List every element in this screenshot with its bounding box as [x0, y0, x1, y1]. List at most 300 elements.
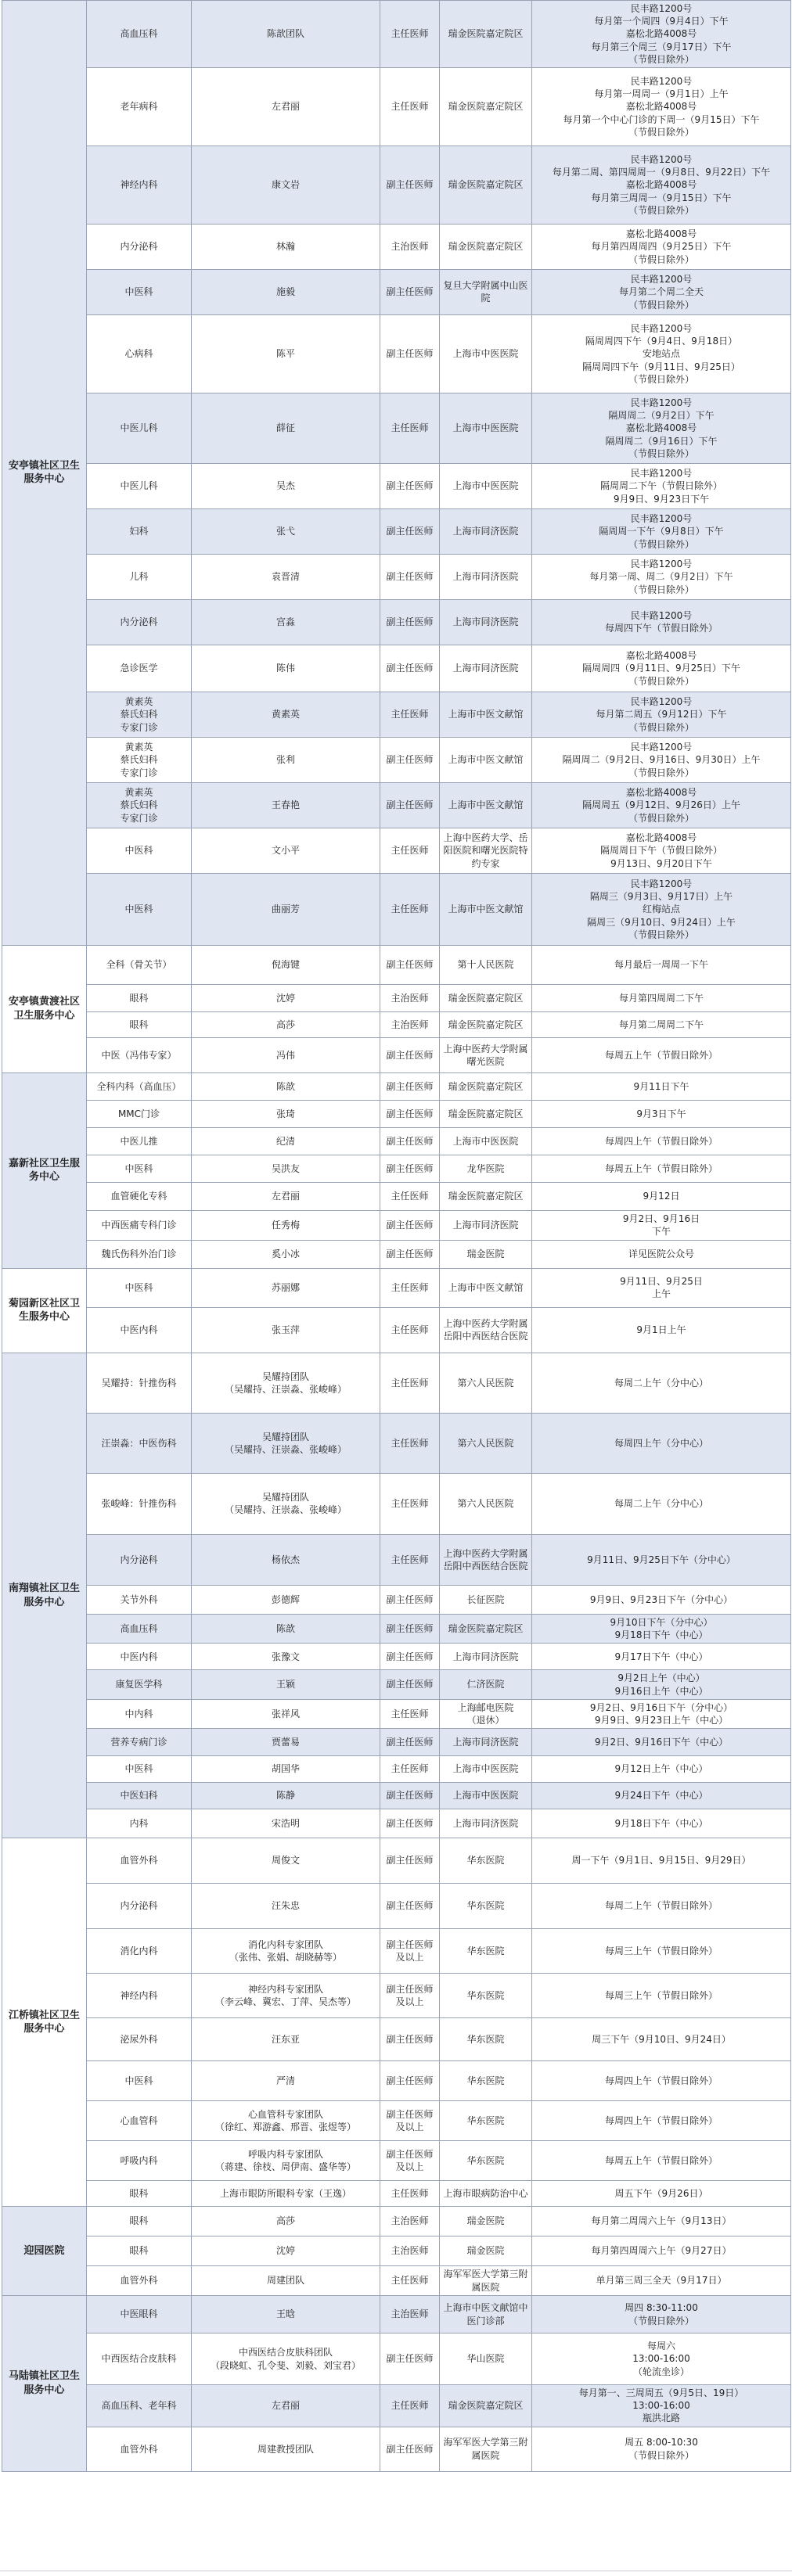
dept-cell: 中医科	[87, 269, 192, 314]
hospital-cell: 第六人民医院	[440, 1413, 532, 1473]
dept-cell: 全科（骨关节）	[87, 945, 192, 984]
title-cell: 副主任医师	[380, 1729, 440, 1756]
title-cell: 主任医师	[380, 1473, 440, 1534]
schedule-cell: 民丰路1200号 隔周周二（9月2日、9月16日、9月30日）上午 （节假日除外）	[532, 737, 791, 782]
schedule-cell: 每月第四周周二下午	[532, 984, 791, 1011]
hospital-cell: 上海市眼病防治中心	[440, 2181, 532, 2207]
table-row	[2, 1884, 791, 1929]
dept-cell: 眼科	[87, 984, 192, 1011]
schedule-cell: 民丰路1200号 隔周三（9月3日、9月17日）上午 红梅站点 隔周三（9月10日、9月24日）上午 （节假日除外）	[532, 873, 791, 945]
dept-cell: 内分泌科	[87, 1534, 192, 1585]
doctor-cell: 吴洪友	[192, 1155, 380, 1182]
title-cell: 主任医师	[380, 1182, 440, 1210]
doctor-cell: 陈歆	[192, 1614, 380, 1643]
table-row	[2, 984, 791, 1011]
institution-name: 马陆镇社区卫生服务中心	[2, 2296, 87, 2472]
title-cell: 副主任医师	[380, 2427, 440, 2471]
table-row	[2, 1809, 791, 1838]
institution-name: 安亭镇社区卫生服务中心	[2, 1, 87, 946]
title-cell: 副主任医师	[380, 645, 440, 692]
doctor-cell: 文小平	[192, 828, 380, 873]
hospital-cell: 瑞金医院嘉定院区	[440, 67, 532, 146]
dept-cell: 黄素英 蔡氏妇科 专家门诊	[87, 782, 192, 828]
table-row	[2, 873, 791, 945]
hospital-cell: 上海市中医文献馆	[440, 737, 532, 782]
hospital-cell: 上海市中医医院	[440, 1127, 532, 1155]
title-cell: 副主任医师	[380, 1614, 440, 1643]
title-cell: 副主任医师及以上	[380, 1974, 440, 2018]
table-row	[2, 1240, 791, 1268]
title-cell: 副主任医师	[380, 2333, 440, 2385]
hospital-cell: 第六人民医院	[440, 1473, 532, 1534]
dept-cell: 神经内科	[87, 1974, 192, 2018]
dept-cell: 中医儿推	[87, 1127, 192, 1155]
table-row	[2, 2018, 791, 2061]
hospital-cell: 仁济医院	[440, 1670, 532, 1699]
schedule-cell: 每周四上午（节假日除外）	[532, 2061, 791, 2101]
doctor-cell: 左君丽	[192, 1182, 380, 1210]
hospital-cell: 上海市同济医院	[440, 1729, 532, 1756]
title-cell: 副主任医师	[380, 1809, 440, 1838]
schedule-cell: 每月最后一周周一下午	[532, 945, 791, 984]
schedule-cell: 周五 8:00-10:30 （节假日除外）	[532, 2427, 791, 2471]
table-row	[2, 2427, 791, 2471]
table-row	[2, 1974, 791, 2018]
title-cell: 副主任医师	[380, 1072, 440, 1100]
table-row	[2, 1699, 791, 1728]
schedule-cell: 民丰路1200号 隔周周四下午（9月4日、9月18日） 安地站点 隔周周四下午（9月11日、9月25日） （节假日除外）	[532, 314, 791, 393]
table-row	[2, 1210, 791, 1240]
hospital-cell: 华东医院	[440, 1838, 532, 1884]
hospital-cell: 瑞金医院嘉定院区	[440, 1614, 532, 1643]
doctor-cell: 王晗	[192, 2296, 380, 2333]
expert-schedule-table	[2, 0, 791, 2472]
dept-cell: 中医内科	[87, 1644, 192, 1670]
table-row	[2, 1783, 791, 1809]
table-row	[2, 2101, 791, 2141]
schedule-cell: 嘉松北路4008号 隔周周五（9月12日、9月26日）上午 （节假日除外）	[532, 782, 791, 828]
table-row	[2, 2333, 791, 2385]
hospital-cell: 瑞金医院	[440, 1240, 532, 1268]
hospital-cell: 瑞金医院嘉定院区	[440, 1, 532, 68]
dept-cell: 魏氏伤科外治门诊	[87, 1240, 192, 1268]
title-cell: 副主任医师	[380, 1100, 440, 1127]
title-cell: 副主任医师	[380, 1037, 440, 1072]
schedule-cell: 民丰路1200号 每周四下午（节假日除外）	[532, 599, 791, 645]
doctor-cell: 黄素英	[192, 692, 380, 737]
title-cell: 副主任医师及以上	[380, 2101, 440, 2141]
doctor-cell: 周建教授团队	[192, 2427, 380, 2471]
hospital-cell: 复旦大学附属中山医院	[440, 269, 532, 314]
title-cell: 主任医师	[380, 692, 440, 737]
schedule-cell: 每周三上午（节假日除外）	[532, 1974, 791, 2018]
doctor-cell: 吴杰	[192, 463, 380, 508]
schedule-cell: 9月1日上午	[532, 1307, 791, 1353]
dept-cell: 高血压科、老年科	[87, 2385, 192, 2427]
dept-cell: 消化内科	[87, 1929, 192, 1974]
doctor-cell: 贾蕾易	[192, 1729, 380, 1756]
title-cell: 副主任医师	[380, 146, 440, 224]
table-row	[2, 2181, 791, 2207]
doctor-cell: 陈歆团队	[192, 1, 380, 68]
hospital-cell: 瑞金医院嘉定院区	[440, 146, 532, 224]
hospital-cell: 上海市中医文献馆	[440, 782, 532, 828]
schedule-cell: 9月2日、9月16日下午（中心）	[532, 1729, 791, 1756]
dept-cell: 中医科	[87, 1155, 192, 1182]
table-row	[2, 2236, 791, 2266]
dept-cell: 康复医学科	[87, 1670, 192, 1699]
table-row	[2, 737, 791, 782]
doctor-cell: 张琦	[192, 1100, 380, 1127]
table-row	[2, 1268, 791, 1307]
schedule-cell: 民丰路1200号 每月第二个周二全天 （节假日除外）	[532, 269, 791, 314]
doctor-cell: 高莎	[192, 2207, 380, 2236]
title-cell: 副主任医师	[380, 1127, 440, 1155]
title-cell: 主治医师	[380, 2207, 440, 2236]
doctor-cell: 袁晋清	[192, 554, 380, 599]
institution-name: 嘉新社区卫生服务中心	[2, 1072, 87, 1268]
schedule-cell: 民丰路1200号 隔周周二（9月2日）下午 嘉松北路4008号 隔周周二（9月16日）下午 （节假日除外）	[532, 393, 791, 463]
schedule-cell: 每周二上午（节假日除外）	[532, 1884, 791, 1929]
table-row	[2, 2385, 791, 2427]
table-row	[2, 782, 791, 828]
title-cell: 主任医师	[380, 1534, 440, 1585]
doctor-cell: 杨依杰	[192, 1534, 380, 1585]
hospital-cell: 华东医院	[440, 1929, 532, 1974]
hospital-cell: 华山医院	[440, 2333, 532, 2385]
dept-cell: 关节外科	[87, 1585, 192, 1614]
hospital-cell: 海军军医大学第三附属医院	[440, 2266, 532, 2296]
table-row	[2, 1585, 791, 1614]
title-cell: 主任医师	[380, 393, 440, 463]
doctor-cell: 汪朱忠	[192, 1884, 380, 1929]
doctor-cell: 吴耀持团队 （吴耀持、汪崇淼、张峻峰）	[192, 1473, 380, 1534]
table-row	[2, 1100, 791, 1127]
dept-cell: 老年病科	[87, 67, 192, 146]
title-cell: 副主任医师	[380, 508, 440, 554]
dept-cell: 儿科	[87, 554, 192, 599]
schedule-cell: 民丰路1200号 隔周周一下午（9月8日）下午 （节假日除外）	[532, 508, 791, 554]
schedule-cell: 每周四上午（节假日除外）	[532, 1127, 791, 1155]
hospital-cell: 华东医院	[440, 2061, 532, 2101]
title-cell: 副主任医师	[380, 1670, 440, 1699]
hospital-cell: 上海中医药大学附属岳阳中西医结合医院	[440, 1307, 532, 1353]
hospital-cell: 上海市同济医院	[440, 599, 532, 645]
hospital-cell: 上海市中医医院	[440, 1783, 532, 1809]
title-cell: 副主任医师	[380, 2061, 440, 2101]
table-row	[2, 1155, 791, 1182]
dept-cell: 泌尿外科	[87, 2018, 192, 2061]
table-row	[2, 146, 791, 224]
table-row	[2, 67, 791, 146]
doctor-cell: 吴耀持团队 （吴耀持、汪崇淼、张峻峰）	[192, 1413, 380, 1473]
hospital-cell: 上海市中医文献馆	[440, 873, 532, 945]
title-cell: 主任医师	[380, 1307, 440, 1353]
doctor-cell: 林瀚	[192, 224, 380, 269]
title-cell: 副主任医师	[380, 1155, 440, 1182]
table-row	[2, 945, 791, 984]
hospital-cell: 上海市中医医院	[440, 463, 532, 508]
table-row	[2, 1037, 791, 1072]
table-row	[2, 2296, 791, 2333]
doctor-cell: 神经内科专家团队 （李云峰、冀宏、丁萍、吴杰等）	[192, 1974, 380, 2018]
schedule-cell: 9月18日下午（中心）	[532, 1809, 791, 1838]
schedule-cell: 每周二上午（分中心）	[532, 1473, 791, 1534]
table-row	[2, 1644, 791, 1670]
hospital-cell: 华东医院	[440, 2018, 532, 2061]
hospital-cell: 上海市同济医院	[440, 508, 532, 554]
schedule-cell: 每周三上午（节假日除外）	[532, 1929, 791, 1974]
doctor-cell: 沈婷	[192, 984, 380, 1011]
schedule-cell: 民丰路1200号 每月第一个周四（9月4日）下午 嘉松北路4008号 每月第三个周三（9月17日）下午 （节假日除外）	[532, 1, 791, 68]
hospital-cell: 上海中医药大学附属岳阳中西医结合医院	[440, 1534, 532, 1585]
schedule-table-body	[2, 1, 791, 2472]
dept-cell: 中医妇科	[87, 1783, 192, 1809]
title-cell: 副主任医师及以上	[380, 2141, 440, 2181]
table-row	[2, 1473, 791, 1534]
table-row	[2, 1072, 791, 1100]
doctor-cell: 施毅	[192, 269, 380, 314]
dept-cell: 血管外科	[87, 1838, 192, 1884]
hospital-cell: 上海市同济医院	[440, 1644, 532, 1670]
doctor-cell: 上海市眼防所眼科专家（王逸）	[192, 2181, 380, 2207]
table-row	[2, 1729, 791, 1756]
dept-cell: 眼科	[87, 2181, 192, 2207]
table-row	[2, 1011, 791, 1037]
doctor-cell: 吴耀持团队 （吴耀持、汪崇淼、张峻峰）	[192, 1353, 380, 1413]
title-cell: 副主任医师	[380, 1884, 440, 1929]
table-row	[2, 1127, 791, 1155]
doctor-cell: 高莎	[192, 1011, 380, 1037]
table-row	[2, 599, 791, 645]
doctor-cell: 左君丽	[192, 67, 380, 146]
table-row	[2, 393, 791, 463]
doctor-cell: 薛征	[192, 393, 380, 463]
table-row	[2, 1182, 791, 1210]
title-cell: 主任医师	[380, 2385, 440, 2427]
dept-cell: 中医儿科	[87, 393, 192, 463]
dept-cell: 眼科	[87, 1011, 192, 1037]
title-cell: 主任医师	[380, 873, 440, 945]
hospital-cell: 上海市中医文献馆中医门诊部	[440, 2296, 532, 2333]
schedule-cell: 9月11日、9月25日下午（分中心）	[532, 1534, 791, 1585]
doctor-cell: 冯伟	[192, 1037, 380, 1072]
dept-cell: 中内科	[87, 1699, 192, 1728]
schedule-cell: 每周二上午（分中心）	[532, 1353, 791, 1413]
dept-cell: 中医科	[87, 2061, 192, 2101]
schedule-cell: 嘉松北路4008号 隔周周四（9月11日、9月25日）下午 （节假日除外）	[532, 645, 791, 692]
hospital-cell: 上海市中医医院	[440, 314, 532, 393]
schedule-cell: 民丰路1200号 每月第一周、周二（9月2日）下午 （节假日除外）	[532, 554, 791, 599]
table-row	[2, 1756, 791, 1783]
institution-name: 江桥镇社区卫生服务中心	[2, 1838, 87, 2207]
hospital-cell: 瑞金医院嘉定院区	[440, 1182, 532, 1210]
dept-cell: 心病科	[87, 314, 192, 393]
schedule-cell: 每周五上午（节假日除外）	[532, 1037, 791, 1072]
hospital-cell: 瑞金医院嘉定院区	[440, 1100, 532, 1127]
hospital-cell: 龙华医院	[440, 1155, 532, 1182]
institution-name: 安亭镇黄渡社区卫生服务中心	[2, 945, 87, 1072]
schedule-cell: 9月2日上午（中心） 9月16日上午（中心）	[532, 1670, 791, 1699]
schedule-cell: 9月10日下午（分中心） 9月18日下午（中心）	[532, 1614, 791, 1643]
schedule-cell: 嘉松北路4008号 每月第四周周四（9月25日）下午 （节假日除外）	[532, 224, 791, 269]
doctor-cell: 左君丽	[192, 2385, 380, 2427]
table-row	[2, 1929, 791, 1974]
doctor-cell: 沈婷	[192, 2236, 380, 2266]
schedule-cell: 民丰路1200号 隔周周二下午（节假日除外） 9月9日、9月23日下午	[532, 463, 791, 508]
hospital-cell: 海军军医大学第三附属医院	[440, 2427, 532, 2471]
dept-cell: 营养专病门诊	[87, 1729, 192, 1756]
hospital-cell: 上海市中医医院	[440, 393, 532, 463]
dept-cell: 黄素英 蔡氏妇科 专家门诊	[87, 692, 192, 737]
table-row	[2, 645, 791, 692]
institution-name: 南翔镇社区卫生服务中心	[2, 1353, 87, 1838]
doctor-cell: 消化内科专家团队 （张伟、张娟、胡晓赫等）	[192, 1929, 380, 1974]
title-cell: 主任医师	[380, 828, 440, 873]
doctor-cell: 奚小冰	[192, 1240, 380, 1268]
dept-cell: 眼科	[87, 2236, 192, 2266]
dept-cell: 中西医痛专科门诊	[87, 1210, 192, 1240]
hospital-cell: 瑞金医院	[440, 2236, 532, 2266]
doctor-cell: 陈伟	[192, 645, 380, 692]
schedule-cell: 周三下午（9月10日、9月24日）	[532, 2018, 791, 2061]
hospital-cell: 上海市中医文献馆	[440, 1268, 532, 1307]
dept-cell: 吴耀持：针推伤科	[87, 1353, 192, 1413]
title-cell: 副主任医师	[380, 945, 440, 984]
doctor-cell: 王春艳	[192, 782, 380, 828]
doctor-cell: 周俊文	[192, 1838, 380, 1884]
hospital-cell: 华东医院	[440, 2141, 532, 2181]
hospital-cell: 上海市同济医院	[440, 645, 532, 692]
table-row	[2, 1413, 791, 1473]
doctor-cell: 曲丽芳	[192, 873, 380, 945]
title-cell: 主任医师	[380, 2181, 440, 2207]
dept-cell: 中西医结合皮肤科	[87, 2333, 192, 2385]
dept-cell: 中医眼科	[87, 2296, 192, 2333]
hospital-cell: 上海中医药大学、岳阳医院和曙光医院特约专家	[440, 828, 532, 873]
title-cell: 副主任医师	[380, 782, 440, 828]
dept-cell: 血管外科	[87, 2427, 192, 2471]
title-cell: 副主任医师	[380, 1783, 440, 1809]
institution-name: 菊园新区社区卫生服务中心	[2, 1268, 87, 1353]
doctor-cell: 苏丽娜	[192, 1268, 380, 1307]
schedule-cell: 每周四上午（节假日除外）	[532, 2101, 791, 2141]
dept-cell: 高血压科	[87, 1, 192, 68]
dept-cell: 中医科	[87, 873, 192, 945]
table-row	[2, 1534, 791, 1585]
doctor-cell: 胡国华	[192, 1756, 380, 1783]
hospital-cell: 华东医院	[440, 1974, 532, 2018]
dept-cell: 心血管科	[87, 2101, 192, 2141]
title-cell: 主治医师	[380, 2236, 440, 2266]
schedule-cell: 每周六 13:00-16:00 （轮流坐诊）	[532, 2333, 791, 2385]
doctor-cell: 宫淼	[192, 599, 380, 645]
schedule-cell: 民丰路1200号 每月第二周、第四周周一（9月8日、9月22日）下午 嘉松北路4008号 每月第三周周一（9月15日）下午 （节假日除外）	[532, 146, 791, 224]
hospital-cell: 华东医院	[440, 1884, 532, 1929]
hospital-cell: 华东医院	[440, 2101, 532, 2141]
schedule-cell: 详见医院公众号	[532, 1240, 791, 1268]
doctor-cell: 心血管科专家团队 （徐红、郑游鑫、邢晋、张煜等）	[192, 2101, 380, 2141]
hospital-cell: 上海市同济医院	[440, 1210, 532, 1240]
title-cell: 副主任医师	[380, 269, 440, 314]
schedule-cell: 每月第一、三周周五（9月5日、19日） 13:00-16:00 瓶洪北路	[532, 2385, 791, 2427]
doctor-cell: 张玉萍	[192, 1307, 380, 1353]
dept-cell: MMC门诊	[87, 1100, 192, 1127]
dept-cell: 中医儿科	[87, 463, 192, 508]
title-cell: 副主任医师	[380, 1210, 440, 1240]
hospital-cell: 上海邮电医院 （退休）	[440, 1699, 532, 1728]
table-row	[2, 1670, 791, 1699]
hospital-cell: 瑞金医院嘉定院区	[440, 1011, 532, 1037]
table-row	[2, 554, 791, 599]
title-cell: 主治医师	[380, 1011, 440, 1037]
doctor-cell: 王颖	[192, 1670, 380, 1699]
hospital-cell: 瑞金医院嘉定院区	[440, 224, 532, 269]
doctor-cell: 中西医结合皮肤科团队 （段晓虹、孔令斐、刘毅、刘宝君）	[192, 2333, 380, 2385]
table-row	[2, 1307, 791, 1353]
schedule-cell: 每周四上午（分中心）	[532, 1413, 791, 1473]
title-cell: 副主任医师	[380, 1838, 440, 1884]
table-row	[2, 463, 791, 508]
doctor-cell: 宋浩明	[192, 1809, 380, 1838]
dept-cell: 内分泌科	[87, 1884, 192, 1929]
hospital-cell: 第十人民医院	[440, 945, 532, 984]
doctor-cell: 陈静	[192, 1783, 380, 1809]
dept-cell: 黄素英 蔡氏妇科 专家门诊	[87, 737, 192, 782]
title-cell: 主任医师	[380, 67, 440, 146]
schedule-cell: 周一下午（9月1日、9月15日、9月29日）	[532, 1838, 791, 1884]
table-row	[2, 692, 791, 737]
table-row	[2, 314, 791, 393]
dept-cell: 眼科	[87, 2207, 192, 2236]
title-cell: 主任医师	[380, 1268, 440, 1307]
title-cell: 主治医师	[380, 2296, 440, 2333]
schedule-cell: 9月12日上午（中心）	[532, 1756, 791, 1783]
title-cell: 主任医师	[380, 1413, 440, 1473]
doctor-cell: 周建团队	[192, 2266, 380, 2296]
title-cell: 副主任医师	[380, 1240, 440, 1268]
schedule-cell: 9月12日	[532, 1182, 791, 1210]
table-row	[2, 508, 791, 554]
table-row	[2, 2141, 791, 2181]
doctor-cell: 康文岩	[192, 146, 380, 224]
hospital-cell: 上海市同济医院	[440, 1809, 532, 1838]
table-row	[2, 1838, 791, 1884]
dept-cell: 中医科	[87, 1268, 192, 1307]
doctor-cell: 张弋	[192, 508, 380, 554]
schedule-cell: 周四 8:30-11:00 （节假日除外）	[532, 2296, 791, 2333]
title-cell: 副主任医师	[380, 599, 440, 645]
title-cell: 副主任医师	[380, 314, 440, 393]
title-cell: 副主任医师及以上	[380, 1929, 440, 1974]
institution-name: 迎园医院	[2, 2207, 87, 2296]
title-cell: 副主任医师	[380, 2018, 440, 2061]
table-row	[2, 224, 791, 269]
doctor-cell: 纪清	[192, 1127, 380, 1155]
hospital-cell: 第六人民医院	[440, 1353, 532, 1413]
dept-cell: 妇科	[87, 508, 192, 554]
hospital-cell: 瑞金医院嘉定院区	[440, 2385, 532, 2427]
title-cell: 副主任医师	[380, 737, 440, 782]
title-cell: 主任医师	[380, 1353, 440, 1413]
title-cell: 主治医师	[380, 984, 440, 1011]
dept-cell: 内科	[87, 1809, 192, 1838]
dept-cell: 张峻峰：针推伤科	[87, 1473, 192, 1534]
doctor-cell: 倪海键	[192, 945, 380, 984]
dept-cell: 血管外科	[87, 2266, 192, 2296]
doctor-cell: 张祥风	[192, 1699, 380, 1728]
table-row	[2, 269, 791, 314]
